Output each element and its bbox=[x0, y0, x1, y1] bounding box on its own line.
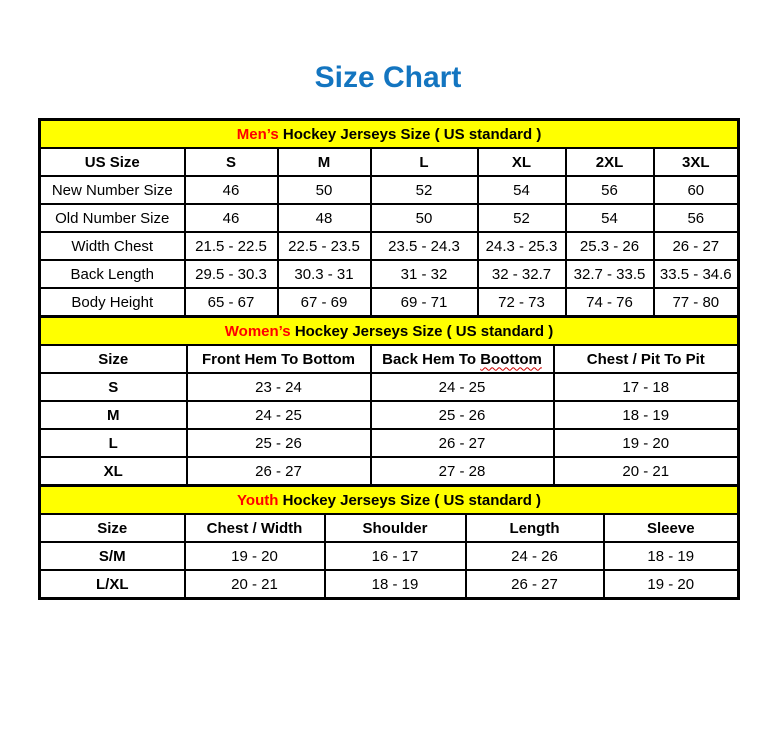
size-value-cell: 56 bbox=[566, 176, 654, 204]
size-value-cell: 25.3 - 26 bbox=[566, 232, 654, 260]
row-label-cell: S/M bbox=[40, 542, 185, 570]
size-value-cell: 24 - 25 bbox=[371, 373, 554, 401]
table-row bbox=[40, 542, 739, 570]
size-value-cell: 50 bbox=[278, 176, 371, 204]
mens-band-row bbox=[40, 120, 739, 149]
size-value-cell: 27 - 28 bbox=[371, 457, 554, 486]
size-value-cell: 19 - 20 bbox=[604, 570, 739, 599]
table-row bbox=[40, 204, 739, 232]
size-value-cell: 24 - 26 bbox=[466, 542, 604, 570]
size-value-cell: 48 bbox=[278, 204, 371, 232]
size-value-cell: 46 bbox=[185, 176, 278, 204]
column-header-cell: M bbox=[278, 148, 371, 176]
size-value-cell: 23.5 - 24.3 bbox=[371, 232, 478, 260]
table-row bbox=[40, 288, 739, 317]
size-value-cell: 21.5 - 22.5 bbox=[185, 232, 278, 260]
size-value-cell: 50 bbox=[371, 204, 478, 232]
size-value-cell: 77 - 80 bbox=[654, 288, 739, 317]
size-value-cell: 74 - 76 bbox=[566, 288, 654, 317]
size-tables bbox=[38, 118, 737, 600]
column-header-cell: Chest / Width bbox=[185, 514, 325, 542]
size-value-cell: 16 - 17 bbox=[325, 542, 466, 570]
size-value-cell: 56 bbox=[654, 204, 739, 232]
column-header-cell: L bbox=[371, 148, 478, 176]
page-title: Size Chart bbox=[314, 61, 462, 94]
band-highlight: Youth bbox=[237, 491, 279, 509]
column-header-cell bbox=[371, 345, 554, 373]
row-label-cell: M bbox=[40, 401, 187, 429]
band-highlight: Men’s bbox=[236, 125, 279, 143]
size-value-cell: 19 - 20 bbox=[554, 429, 739, 457]
row-label-cell: Width Chest bbox=[40, 232, 185, 260]
misspelled-word: Boottom bbox=[480, 350, 542, 368]
size-value-cell: 26 - 27 bbox=[187, 457, 371, 486]
size-value-cell: 19 - 20 bbox=[185, 542, 325, 570]
band-title: Hockey Jerseys Size ( US standard ) bbox=[282, 491, 542, 509]
column-header-cell: Sleeve bbox=[604, 514, 739, 542]
column-header-cell: Size bbox=[40, 514, 185, 542]
size-value-cell: 17 - 18 bbox=[554, 373, 739, 401]
row-label-cell: XL bbox=[40, 457, 187, 486]
column-header-cell: Length bbox=[466, 514, 604, 542]
size-value-cell: 31 - 32 bbox=[371, 260, 478, 288]
size-value-cell: 18 - 19 bbox=[604, 542, 739, 570]
row-label-cell: Body Height bbox=[40, 288, 185, 317]
row-label-cell: S bbox=[40, 373, 187, 401]
size-value-cell: 20 - 21 bbox=[185, 570, 325, 599]
column-header-cell: 3XL bbox=[654, 148, 739, 176]
size-value-cell: 52 bbox=[371, 176, 478, 204]
size-value-cell: 22.5 - 23.5 bbox=[278, 232, 371, 260]
column-header-cell: Chest / Pit To Pit bbox=[554, 345, 739, 373]
column-header-cell: 2XL bbox=[566, 148, 654, 176]
column-header-text: Back Hem To bbox=[382, 350, 481, 368]
womens-band-row bbox=[40, 317, 739, 346]
size-value-cell: 46 bbox=[185, 204, 278, 232]
size-value-cell: 20 - 21 bbox=[554, 457, 739, 486]
size-value-cell: 32 - 32.7 bbox=[478, 260, 566, 288]
size-value-cell: 26 - 27 bbox=[654, 232, 739, 260]
band-title: Hockey Jerseys Size ( US standard ) bbox=[294, 322, 554, 340]
row-label-cell: Back Length bbox=[40, 260, 185, 288]
size-value-cell: 23 - 24 bbox=[187, 373, 371, 401]
table-row bbox=[40, 457, 739, 486]
size-value-cell: 54 bbox=[478, 176, 566, 204]
table-row bbox=[40, 260, 739, 288]
youth-header-row bbox=[40, 514, 739, 542]
band-highlight: Women’s bbox=[224, 322, 291, 340]
table-row bbox=[40, 429, 739, 457]
size-value-cell: 25 - 26 bbox=[371, 401, 554, 429]
size-value-cell: 69 - 71 bbox=[371, 288, 478, 317]
size-value-cell: 32.7 - 33.5 bbox=[566, 260, 654, 288]
youth-size-table bbox=[38, 484, 740, 600]
size-value-cell: 25 - 26 bbox=[187, 429, 371, 457]
youth-section-band bbox=[40, 486, 739, 515]
size-value-cell: 67 - 69 bbox=[278, 288, 371, 317]
size-value-cell: 18 - 19 bbox=[325, 570, 466, 599]
table-row bbox=[40, 232, 739, 260]
row-label-cell: L bbox=[40, 429, 187, 457]
size-value-cell: 33.5 - 34.6 bbox=[654, 260, 739, 288]
band-title: Hockey Jerseys Size ( US standard ) bbox=[282, 125, 542, 143]
column-header-cell: Front Hem To Bottom bbox=[187, 345, 371, 373]
row-label-cell: Old Number Size bbox=[40, 204, 185, 232]
size-chart-document bbox=[0, 60, 776, 600]
size-value-cell: 26 - 27 bbox=[371, 429, 554, 457]
size-value-cell: 24 - 25 bbox=[187, 401, 371, 429]
youth-band-row bbox=[40, 486, 739, 515]
table-row bbox=[40, 401, 739, 429]
table-row bbox=[40, 176, 739, 204]
size-value-cell: 65 - 67 bbox=[185, 288, 278, 317]
size-value-cell: 52 bbox=[478, 204, 566, 232]
mens-section-band bbox=[40, 120, 739, 149]
table-row bbox=[40, 373, 739, 401]
size-value-cell: 72 - 73 bbox=[478, 288, 566, 317]
mens-header-row bbox=[40, 148, 739, 176]
column-header-cell: Size bbox=[40, 345, 187, 373]
size-value-cell: 30.3 - 31 bbox=[278, 260, 371, 288]
column-header-cell: Shoulder bbox=[325, 514, 466, 542]
size-value-cell: 18 - 19 bbox=[554, 401, 739, 429]
row-label-cell: L/XL bbox=[40, 570, 185, 599]
mens-size-table bbox=[38, 118, 740, 318]
womens-header-row bbox=[40, 345, 739, 373]
womens-section-band bbox=[40, 317, 739, 346]
size-value-cell: 60 bbox=[654, 176, 739, 204]
column-header-cell: XL bbox=[478, 148, 566, 176]
size-value-cell: 29.5 - 30.3 bbox=[185, 260, 278, 288]
womens-size-table bbox=[38, 315, 740, 487]
table-row bbox=[40, 570, 739, 599]
row-label-cell: New Number Size bbox=[40, 176, 185, 204]
size-value-cell: 24.3 - 25.3 bbox=[478, 232, 566, 260]
column-header-cell: US Size bbox=[40, 148, 185, 176]
size-value-cell: 54 bbox=[566, 204, 654, 232]
column-header-cell: S bbox=[185, 148, 278, 176]
size-value-cell: 26 - 27 bbox=[466, 570, 604, 599]
